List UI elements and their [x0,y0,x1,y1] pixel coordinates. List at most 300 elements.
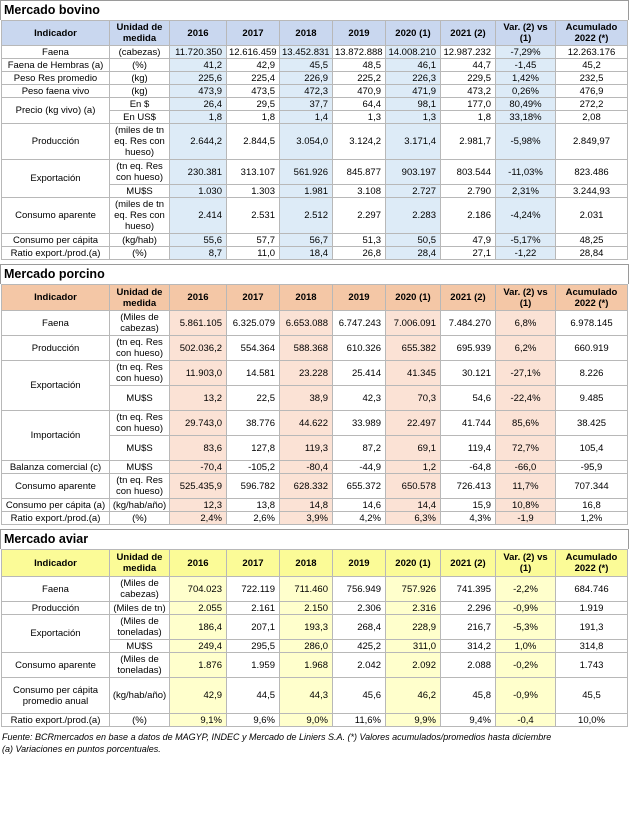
porcino-table-row [2,512,628,525]
aviar-value-cell: -5,3% [496,615,556,640]
porcino-unit-cell: MU$S [110,436,170,461]
bovino-value-cell: 41,2 [170,59,227,72]
bovino-header-cell: 2018 [280,21,333,46]
aviar-header-cell: 2019 [333,550,386,577]
aviar-value-cell: 1.968 [280,653,333,678]
porcino-value-cell: 14,6 [333,499,386,512]
bovino-value-cell: 2,31% [496,185,556,198]
bovino-value-cell: 1,8 [227,111,280,124]
bovino-value-cell: 2.531 [227,198,280,234]
bovino-value-cell: 2.844,5 [227,124,280,160]
porcino-value-cell: 22.497 [386,411,441,436]
aviar-unit-cell: (Miles de cabezas) [110,577,170,602]
porcino-value-cell: 6.653.088 [280,311,333,336]
bovino-table-row [2,46,628,59]
bovino-value-cell: 11,0 [227,247,280,260]
aviar-value-cell: 1.959 [227,653,280,678]
bovino-value-cell: 823.486 [556,160,628,185]
porcino-value-cell: 8.226 [556,361,628,386]
bovino-indicator-cell: Precio (kg vivo) (a) [2,98,110,124]
porcino-value-cell: 72,7% [496,436,556,461]
aviar-unit-cell: (Miles de tn) [110,602,170,615]
bovino-value-cell: 1,8 [441,111,496,124]
aviar-value-cell: 1.919 [556,602,628,615]
aviar-table [1,549,628,727]
porcino-value-cell: 83,6 [170,436,227,461]
porcino-value-cell: 9.485 [556,386,628,411]
porcino-value-cell: 2,4% [170,512,227,525]
aviar-value-cell: -0,9% [496,678,556,714]
bovino-value-cell: 230.381 [170,160,227,185]
porcino-table-row [2,411,628,436]
bovino-value-cell: 55,6 [170,234,227,247]
porcino-header-cell: Indicador [2,285,110,311]
aviar-value-cell: 741.395 [441,577,496,602]
aviar-header-cell: 2016 [170,550,227,577]
porcino-value-cell: 85,6% [496,411,556,436]
aviar-value-cell: 186,4 [170,615,227,640]
bovino-value-cell: 3.124,2 [333,124,386,160]
porcino-value-cell: 69,1 [386,436,441,461]
bovino-value-cell: 26,4 [170,98,227,111]
bovino-value-cell: 13.872.888 [333,46,386,59]
bovino-value-cell: 232,5 [556,72,628,85]
porcino-header-cell: Acumulado 2022 (*) [556,285,628,311]
bovino-indicator-cell: Faena de Hembras (a) [2,59,110,72]
aviar-value-cell: 1.876 [170,653,227,678]
bovino-value-cell: -4,24% [496,198,556,234]
porcino-value-cell: 7.006.091 [386,311,441,336]
bovino-table [1,20,628,260]
bovino-value-cell: 471,9 [386,85,441,98]
porcino-value-cell: 554.364 [227,336,280,361]
porcino-value-cell: 29.743,0 [170,411,227,436]
porcino-table-row [2,336,628,361]
aviar-table-row [2,714,628,727]
bovino-value-cell: 845.877 [333,160,386,185]
porcino-indicator-cell: Consumo per cápita (a) [2,499,110,512]
aviar-header-cell: 2017 [227,550,280,577]
porcino-unit-cell: (tn eq. Res con hueso) [110,361,170,386]
aviar-value-cell: 2.316 [386,602,441,615]
aviar-value-cell: 757.926 [386,577,441,602]
porcino-value-cell: 41.345 [386,361,441,386]
footnote-variations: (a) Variaciones en puntos porcentuales. [2,744,161,754]
aviar-table-row [2,602,628,615]
porcino-table [1,284,628,525]
bovino-value-cell: -7,29% [496,46,556,59]
aviar-value-cell: 711.460 [280,577,333,602]
porcino-indicator-cell: Producción [2,336,110,361]
aviar-header-cell: Unidad de medida [110,550,170,577]
bovino-indicator-cell: Peso faena vivo [2,85,110,98]
porcino-value-cell: -95,9 [556,461,628,474]
aviar-value-cell: 311,0 [386,640,441,653]
aviar-value-cell: 286,0 [280,640,333,653]
porcino-value-cell: 628.332 [280,474,333,499]
bovino-value-cell: 225,4 [227,72,280,85]
porcino-value-cell: 11.903,0 [170,361,227,386]
bovino-value-cell: 2.283 [386,198,441,234]
bovino-value-cell: 48,25 [556,234,628,247]
porcino-value-cell: 6,2% [496,336,556,361]
bovino-value-cell: 28,4 [386,247,441,260]
porcino-value-cell: -64,8 [441,461,496,474]
bovino-value-cell: 46,1 [386,59,441,72]
aviar-value-cell: 9,6% [227,714,280,727]
bovino-unit-cell: (tn eq. Res con hueso) [110,160,170,185]
bovino-value-cell: 226,3 [386,72,441,85]
bovino-value-cell: 2.981,7 [441,124,496,160]
aviar-value-cell: 756.949 [333,577,386,602]
aviar-value-cell: 2.150 [280,602,333,615]
bovino-value-cell: 26,8 [333,247,386,260]
bovino-value-cell: 12.263.176 [556,46,628,59]
aviar-indicator-cell: Consumo per cápita promedio anual [2,678,110,714]
bovino-value-cell: 14.008.210 [386,46,441,59]
porcino-value-cell: 119,4 [441,436,496,461]
porcino-value-cell: 33.989 [333,411,386,436]
bovino-value-cell: 272,2 [556,98,628,111]
porcino-indicator-cell: Consumo aparente [2,474,110,499]
aviar-value-cell: 2.161 [227,602,280,615]
porcino-value-cell: 6.325.079 [227,311,280,336]
aviar-value-cell: -0,9% [496,602,556,615]
bovino-value-cell: 803.544 [441,160,496,185]
bovino-value-cell: 0,26% [496,85,556,98]
porcino-table-row [2,311,628,336]
bovino-value-cell: 1,3 [333,111,386,124]
bovino-value-cell: -11,03% [496,160,556,185]
bovino-indicator-cell: Ratio export./prod.(a) [2,247,110,260]
bovino-value-cell: -5,98% [496,124,556,160]
porcino-value-cell: -22,4% [496,386,556,411]
bovino-value-cell: 51,3 [333,234,386,247]
bovino-value-cell: 12.987.232 [441,46,496,59]
bovino-value-cell: 64,4 [333,98,386,111]
porcino-value-cell: 10,8% [496,499,556,512]
porcino-value-cell: -70,4 [170,461,227,474]
bovino-table-row [2,234,628,247]
bovino-unit-cell: (%) [110,59,170,72]
bovino-value-cell: 1,3 [386,111,441,124]
porcino-value-cell: 655.372 [333,474,386,499]
bovino-value-cell: 177,0 [441,98,496,111]
porcino-value-cell: -105,2 [227,461,280,474]
aviar-unit-cell: (%) [110,714,170,727]
bovino-value-cell: -1,45 [496,59,556,72]
aviar-value-cell: 314,8 [556,640,628,653]
porcino-value-cell: -44,9 [333,461,386,474]
bovino-table-row [2,160,628,185]
porcino-header-cell: 2018 [280,285,333,311]
porcino-indicator-cell: Faena [2,311,110,336]
bovino-unit-cell: MU$S [110,185,170,198]
aviar-table-row [2,678,628,714]
porcino-value-cell: -27,1% [496,361,556,386]
porcino-value-cell: 6,8% [496,311,556,336]
bovino-value-cell: 2.727 [386,185,441,198]
porcino-unit-cell: (Miles de cabezas) [110,311,170,336]
porcino-value-cell: 2,6% [227,512,280,525]
porcino-value-cell: -66,0 [496,461,556,474]
porcino-unit-cell: (tn eq. Res con hueso) [110,336,170,361]
bovino-value-cell: 12.616.459 [227,46,280,59]
porcino-header-cell: 2020 (1) [386,285,441,311]
aviar-value-cell: 10,0% [556,714,628,727]
aviar-value-cell: 9,0% [280,714,333,727]
aviar-value-cell: 1.743 [556,653,628,678]
bovino-value-cell: 45,2 [556,59,628,72]
porcino-value-cell: -80,4 [280,461,333,474]
bovino-value-cell: 2.297 [333,198,386,234]
bovino-value-cell: 1,8 [170,111,227,124]
porcino-header-cell: 2017 [227,285,280,311]
aviar-header-cell: Var. (2) vs (1) [496,550,556,577]
porcino-value-cell: 13,2 [170,386,227,411]
porcino-value-cell: 502.036,2 [170,336,227,361]
bovino-indicator-cell: Consumo per cápita [2,234,110,247]
bovino-header-cell: 2021 (2) [441,21,496,46]
bovino-unit-cell: (kg/hab) [110,234,170,247]
aviar-header-cell: 2018 [280,550,333,577]
bovino-value-cell: 57,7 [227,234,280,247]
porcino-value-cell: 7.484.270 [441,311,496,336]
bovino-unit-cell: (cabezas) [110,46,170,59]
aviar-value-cell: 42,9 [170,678,227,714]
bovino-indicator-cell: Producción [2,124,110,160]
aviar-indicator-cell: Consumo aparente [2,653,110,678]
bovino-value-cell: 2.186 [441,198,496,234]
porcino-table-row [2,461,628,474]
bovino-value-cell: 45,5 [280,59,333,72]
porcino-value-cell: 16,8 [556,499,628,512]
bovino-value-cell: 3.244,93 [556,185,628,198]
bovino-header-cell: 2016 [170,21,227,46]
footnote-source: Fuente: BCRmercados en base a datos de MAGYP, INDEC y Mercado de Liniers S.A. (*) Valores acumulados/promedios hasta diciembre [2,732,552,742]
aviar-header-cell: Acumulado 2022 (*) [556,550,628,577]
bovino-value-cell: 8,7 [170,247,227,260]
bovino-value-cell: 37,7 [280,98,333,111]
bovino-value-cell: 473,2 [441,85,496,98]
bovino-value-cell: 33,18% [496,111,556,124]
bovino-value-cell: 225,2 [333,72,386,85]
bovino-value-cell: 28,84 [556,247,628,260]
porcino-unit-cell: (kg/hab/año) [110,499,170,512]
porcino-unit-cell: MU$S [110,461,170,474]
bovino-value-cell: 903.197 [386,160,441,185]
aviar-value-cell: -0,4 [496,714,556,727]
porcino-value-cell: 42,3 [333,386,386,411]
bovino-value-cell: 80,49% [496,98,556,111]
bovino-header-cell: 2019 [333,21,386,46]
porcino-section-title: Mercado porcino [0,264,629,284]
porcino-header-cell: 2019 [333,285,386,311]
porcino-value-cell: 650.578 [386,474,441,499]
bovino-value-cell: 313.107 [227,160,280,185]
bovino-section-title: Mercado bovino [0,0,629,20]
porcino-value-cell: 30.121 [441,361,496,386]
bovino-value-cell: 476,9 [556,85,628,98]
porcino-value-cell: 105,4 [556,436,628,461]
porcino-unit-cell: (%) [110,512,170,525]
bovino-value-cell: 18,4 [280,247,333,260]
aviar-value-cell: 193,3 [280,615,333,640]
porcino-value-cell: 695.939 [441,336,496,361]
porcino-value-cell: 14,8 [280,499,333,512]
aviar-header-cell: Indicador [2,550,110,577]
bovino-value-cell: 2.512 [280,198,333,234]
porcino-value-cell: 726.413 [441,474,496,499]
bovino-value-cell: 2,08 [556,111,628,124]
bovino-unit-cell: En US$ [110,111,170,124]
porcino-value-cell: 23.228 [280,361,333,386]
bovino-value-cell: 3.054,0 [280,124,333,160]
porcino-indicator-cell: Exportación [2,361,110,411]
aviar-value-cell: 1,0% [496,640,556,653]
porcino-table-row [2,499,628,512]
porcino-value-cell: 707.344 [556,474,628,499]
porcino-value-cell: 119,3 [280,436,333,461]
bovino-header-cell: Unidad de medida [110,21,170,46]
aviar-value-cell: 45,6 [333,678,386,714]
porcino-indicator-cell: Importación [2,411,110,461]
bovino-value-cell: 56,7 [280,234,333,247]
aviar-value-cell: 2.042 [333,653,386,678]
porcino-value-cell: 14,4 [386,499,441,512]
aviar-unit-cell: MU$S [110,640,170,653]
porcino-indicator-cell: Balanza comercial (c) [2,461,110,474]
porcino-unit-cell: (tn eq. Res con hueso) [110,411,170,436]
aviar-table-row [2,577,628,602]
aviar-table-row [2,615,628,640]
porcino-value-cell: 41.744 [441,411,496,436]
aviar-unit-cell: (kg/hab/año) [110,678,170,714]
porcino-value-cell: 5.861.105 [170,311,227,336]
bovino-unit-cell: (miles de tn eq. Res con hueso) [110,124,170,160]
porcino-value-cell: 13,8 [227,499,280,512]
bovino-value-cell: 1.303 [227,185,280,198]
aviar-value-cell: -0,2% [496,653,556,678]
bovino-table-row [2,59,628,72]
aviar-value-cell: 9,1% [170,714,227,727]
aviar-indicator-cell: Exportación [2,615,110,653]
porcino-value-cell: 15,9 [441,499,496,512]
aviar-value-cell: 191,3 [556,615,628,640]
bovino-value-cell: 1,42% [496,72,556,85]
bovino-unit-cell: (miles de tn eq. Res con hueso) [110,198,170,234]
porcino-value-cell: 54,6 [441,386,496,411]
aviar-unit-cell: (Miles de toneladas) [110,653,170,678]
bovino-value-cell: 1,4 [280,111,333,124]
bovino-value-cell: 3.171,4 [386,124,441,160]
porcino-value-cell: 14.581 [227,361,280,386]
porcino-value-cell: 38.425 [556,411,628,436]
bovino-header-cell: Indicador [2,21,110,46]
porcino-value-cell: 38,9 [280,386,333,411]
porcino-value-cell: 44.622 [280,411,333,436]
bovino-value-cell: 98,1 [386,98,441,111]
bovino-unit-cell: (kg) [110,72,170,85]
porcino-header-cell: 2021 (2) [441,285,496,311]
porcino-value-cell: 3,9% [280,512,333,525]
porcino-value-cell: 70,3 [386,386,441,411]
bovino-value-cell: 2.031 [556,198,628,234]
porcino-value-cell: -1,9 [496,512,556,525]
porcino-value-cell: 596.782 [227,474,280,499]
bovino-table-row [2,198,628,234]
bovino-value-cell: 2.644,2 [170,124,227,160]
porcino-table-row [2,361,628,386]
porcino-header-cell: Var. (2) vs (1) [496,285,556,311]
porcino-value-cell: 525.435,9 [170,474,227,499]
bovino-value-cell: 470,9 [333,85,386,98]
aviar-indicator-cell: Producción [2,602,110,615]
porcino-value-cell: 6.747.243 [333,311,386,336]
bovino-table-row [2,247,628,260]
porcino-indicator-cell: Ratio export./prod.(a) [2,512,110,525]
bovino-value-cell: 561.926 [280,160,333,185]
aviar-value-cell: 2.306 [333,602,386,615]
bovino-value-cell: 50,5 [386,234,441,247]
aviar-value-cell: 11,6% [333,714,386,727]
porcino-value-cell: 87,2 [333,436,386,461]
aviar-value-cell: -2,2% [496,577,556,602]
aviar-value-cell: 2.088 [441,653,496,678]
porcino-value-cell: 12,3 [170,499,227,512]
aviar-value-cell: 45,5 [556,678,628,714]
porcino-table-row [2,474,628,499]
porcino-unit-cell: MU$S [110,386,170,411]
aviar-header-cell: 2020 (1) [386,550,441,577]
bovino-header-cell: 2020 (1) [386,21,441,46]
porcino-value-cell: 1,2% [556,512,628,525]
aviar-indicator-cell: Faena [2,577,110,602]
aviar-value-cell: 684.746 [556,577,628,602]
bovino-value-cell: 225,6 [170,72,227,85]
aviar-value-cell: 2.296 [441,602,496,615]
bovino-value-cell: 473,5 [227,85,280,98]
aviar-value-cell: 2.092 [386,653,441,678]
aviar-value-cell: 216,7 [441,615,496,640]
porcino-value-cell: 588.368 [280,336,333,361]
bovino-indicator-cell: Peso Res promedio [2,72,110,85]
bovino-value-cell: 473,9 [170,85,227,98]
bovino-value-cell: 1.030 [170,185,227,198]
aviar-value-cell: 228,9 [386,615,441,640]
aviar-value-cell: 425,2 [333,640,386,653]
bovino-indicator-cell: Exportación [2,160,110,198]
porcino-value-cell: 4,3% [441,512,496,525]
porcino-value-cell: 38.776 [227,411,280,436]
porcino-header-cell: 2016 [170,285,227,311]
aviar-value-cell: 44,3 [280,678,333,714]
aviar-value-cell: 45,8 [441,678,496,714]
porcino-value-cell: 127,8 [227,436,280,461]
porcino-value-cell: 660.919 [556,336,628,361]
porcino-value-cell: 655.382 [386,336,441,361]
bovino-header-cell: Acumulado 2022 (*) [556,21,628,46]
bovino-value-cell: 3.108 [333,185,386,198]
bovino-value-cell: 2.414 [170,198,227,234]
bovino-value-cell: 42,9 [227,59,280,72]
porcino-value-cell: 25.414 [333,361,386,386]
aviar-value-cell: 722.119 [227,577,280,602]
bovino-value-cell: -1,22 [496,247,556,260]
bovino-header-cell: Var. (2) vs (1) [496,21,556,46]
aviar-value-cell: 295,5 [227,640,280,653]
porcino-value-cell: 22,5 [227,386,280,411]
